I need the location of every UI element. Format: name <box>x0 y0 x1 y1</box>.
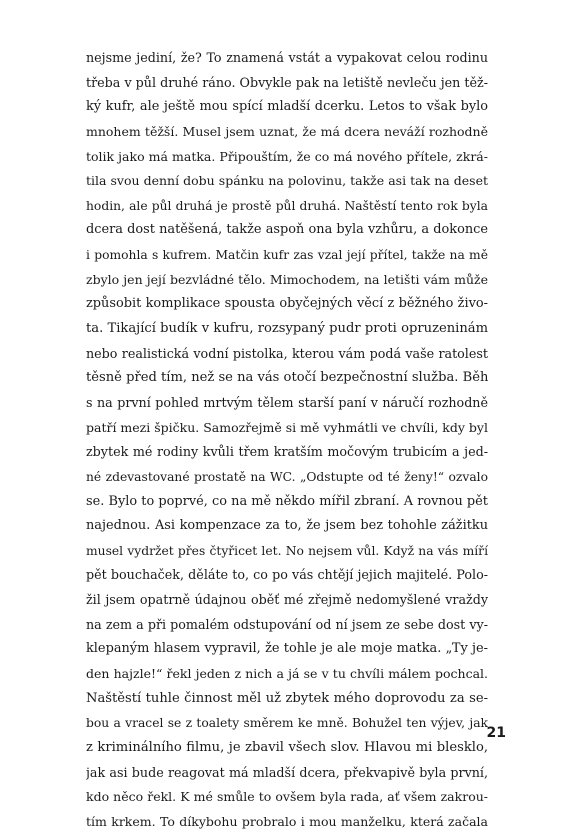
text-line: mnohem těžší. Musel jsem uznat, že má dcera neváží rozhodně <box>86 123 488 139</box>
text-line: tím krkem. To díkybohu probralo i mou manželku, která začala <box>86 813 488 829</box>
text-line: tila svou denní dobu spánku na polovinu, takže asi tak na deset <box>86 173 488 189</box>
text-line: hodin, ale půl druhá je prostě půl druhá. Naštěstí tento rok byla <box>86 198 488 213</box>
text-line: s na první pohled mrtvým tělem starší paní v náručí rozhodně <box>86 394 488 410</box>
text-line: zbytek mé rodiny kvůli třem kratším močovým trubicím a jed- <box>86 444 488 460</box>
text-line: dcera dost natěšená, takže aspoň ona byla vzhůru, a dokonce <box>86 222 488 238</box>
text-line: musel vydržet přes čtyřicet let. No nejsem vůl. Když na vás míří <box>86 543 488 558</box>
text-line: Naštěstí tuhle činnost měl už zbytek mého doprovodu za se- <box>86 690 488 706</box>
text-line: kdo něco řekl. K mé smůle to ovšem byla rada, ať všem zakrou- <box>86 789 488 805</box>
text-line: i pomohla s kufrem. Matčin kufr zas vzal její přítel, takže na mě <box>86 248 488 263</box>
text-line: né zdevastované prostatě na WC. „Odstupte od té ženy!“ ozvalo <box>86 469 488 484</box>
text-line: ta. Tikající budík v kufru, rozsypaný pudr proti opruzeninám <box>86 321 488 337</box>
text-line: patří mezi špičku. Samozřejmě si mě vyhmátli ve chvíli, kdy byl <box>86 419 488 435</box>
text-line: těsně před tím, než se na vás otočí bezpečnostní služba. Běh <box>86 370 488 386</box>
text-line: nebo realistická vodní pistolka, kterou vám podá vaše ratolest <box>86 345 488 361</box>
text-line: tolik jako má matka. Připouštím, že co má nového přítele, zkrá- <box>86 148 488 164</box>
text-line: na zem a při pomalém odstupování od ní jsem ze sebe dost vy- <box>86 616 488 632</box>
text-line: způsobit komplikace spousta obyčejných věcí z běžného živo- <box>86 296 488 312</box>
text-line: nejsme jediní, že? To znamená vstát a vypakovat celou rodinu <box>86 50 488 65</box>
page-number: 21 <box>486 725 506 741</box>
text-line: z kriminálního filmu, je zbavil všech slov. Hlavou mi blesklo, <box>86 739 488 755</box>
text-line: zbylo jen její bezvládné tělo. Mimochodem, na letišti vám může <box>86 271 488 287</box>
text-line: se. Bylo to poprvé, co na mě někdo mířil zbraní. A rovnou pět <box>86 493 488 509</box>
text-line: klepaným hlasem vypravil, že tohle je ale moje matka. „Ty je- <box>86 641 488 657</box>
text-line: bou a vracel se z toalety směrem ke mně. Bohužel ten výjev, jak <box>86 716 488 731</box>
text-line: den hajzle!“ řekl jeden z nich a já se v tu chvíli málem pochcal. <box>86 666 488 682</box>
text-line: třeba v půl druhé ráno. Obvykle pak na letiště nevleču jen těž- <box>86 74 488 90</box>
text-line: jak asi bude reagovat má mladší dcera, překvapivě byla první, <box>86 764 488 780</box>
text-line: najednou. Asi kompenzace za to, že jsem bez tohohle zážitku <box>86 518 488 534</box>
text-line: žil jsem opatrně údajnou oběť mé zřejmě nedomyšlené vraždy <box>86 592 488 608</box>
text-line: ký kufr, ale ještě mou spící mladší dcerku. Letos to však bylo <box>86 99 488 115</box>
text-line: pět bouchaček, děláte to, co po vás chtějí jejich majitelé. Polo- <box>86 567 488 583</box>
body-text <box>86 46 488 835</box>
